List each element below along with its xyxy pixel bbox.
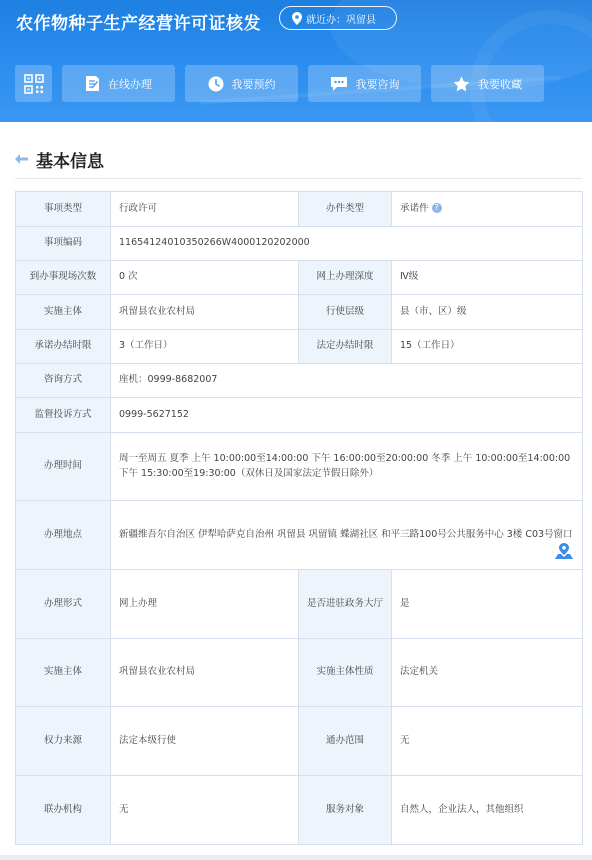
table-label: 办理地点 [16,501,111,570]
table-value: 新疆维吾尔自治区 伊犁哈萨克自治州 巩留县 巩留镇 蝶湖社区 和平三路100号公共服务中心 3楼 C03号窗口 [119,528,573,540]
table-value-cell [392,192,583,227]
basic-info-table [15,191,583,845]
table-row [16,261,583,295]
table-value: 周一至周五 夏季 上午 10:00:00至14:00:00 下午 16:00:00至20:00:00 冬季 上午 10:00:00至14:00:00 下午 15:30:00至19:30:00（双休日及国家法定节假日除外） [111,433,583,501]
table-value: 法定机关 [392,639,583,707]
table-label: 实施主体 [16,639,111,707]
table-value: 座机：0999-8682007 [111,364,583,398]
table-value: 无 [111,776,299,845]
table-label: 咨询方式 [16,364,111,398]
table-row [16,433,583,501]
table-value: 行政许可 [111,192,299,227]
table-row [16,227,583,261]
table-value: 0999-5627152 [111,398,583,433]
clock-icon [208,76,224,92]
table-value: 县（市、区）级 [392,295,583,330]
qr-code-button[interactable] [15,65,52,102]
table-label: 事项编码 [16,227,111,261]
table-label: 是否进驻政务大厅 [299,570,392,639]
table-row [16,639,583,707]
table-value: Ⅳ级 [392,261,583,295]
table-label: 实施主体 [16,295,111,330]
table-value: 11654124010350266W4000120202000 [111,227,583,261]
table-row [16,398,583,433]
table-label: 监督投诉方式 [16,398,111,433]
nearby-location-label: 就近办：巩留县 [306,14,376,26]
table-row [16,570,583,639]
table-value: 自然人，企业法人，其他组织 [392,776,583,845]
nearby-location-button[interactable] [279,6,397,30]
page-bottom-edge [0,855,592,860]
table-value: 承诺件 [400,202,429,214]
consult-button[interactable] [308,65,421,102]
table-value: 无 [392,707,583,776]
chat-icon [330,76,348,92]
table-label: 实施主体性质 [299,639,392,707]
table-label: 承诺办结时限 [16,330,111,364]
table-label: 法定办结时限 [299,330,392,364]
online-handle-button[interactable] [62,65,175,102]
table-value-cell [111,501,583,570]
section-title: 基本信息 [36,151,104,172]
table-row [16,707,583,776]
appointment-button[interactable] [185,65,298,102]
star-icon [453,76,470,92]
table-value: 巩留县农业农村局 [111,295,299,330]
online-handle-label: 在线办理 [108,77,152,91]
table-row [16,776,583,845]
help-icon[interactable]: ? [432,203,442,213]
page-title: 农作物种子生产经营许可证核发 [16,14,261,34]
table-value: 网上办理 [111,570,299,639]
table-label: 办件类型 [299,192,392,227]
table-value: 15（工作日） [392,330,583,364]
appointment-label: 我要预约 [231,77,276,91]
favorite-label: 我要收藏 [478,77,522,91]
table-row [16,330,583,364]
table-row [16,364,583,398]
table-label: 事项类型 [16,192,111,227]
table-value: 0 次 [111,261,299,295]
consult-label: 我要咨询 [355,77,400,91]
table-row [16,501,583,570]
table-value: 法定本级行使 [111,707,299,776]
table-value: 是 [392,570,583,639]
table-label: 办理形式 [16,570,111,639]
header-banner [0,0,592,122]
edit-icon [85,75,100,92]
arrow-left-icon [15,154,28,164]
qr-code-icon [24,74,44,94]
table-label: 到办事现场次数 [16,261,111,295]
table-value: 巩留县农业农村局 [111,639,299,707]
table-label: 权力来源 [16,707,111,776]
table-row [16,295,583,330]
location-pin-icon [292,12,302,25]
table-row [16,192,583,227]
table-label: 网上办理深度 [299,261,392,295]
table-label: 通办范围 [299,707,392,776]
table-label: 行使层级 [299,295,392,330]
map-location-icon[interactable] [555,543,573,559]
section-heading [15,146,104,172]
table-label: 服务对象 [299,776,392,845]
table-label: 办理时间 [16,433,111,501]
favorite-button[interactable] [431,65,544,102]
divider [15,178,582,179]
table-label: 联办机构 [16,776,111,845]
table-value: 3（工作日） [111,330,299,364]
